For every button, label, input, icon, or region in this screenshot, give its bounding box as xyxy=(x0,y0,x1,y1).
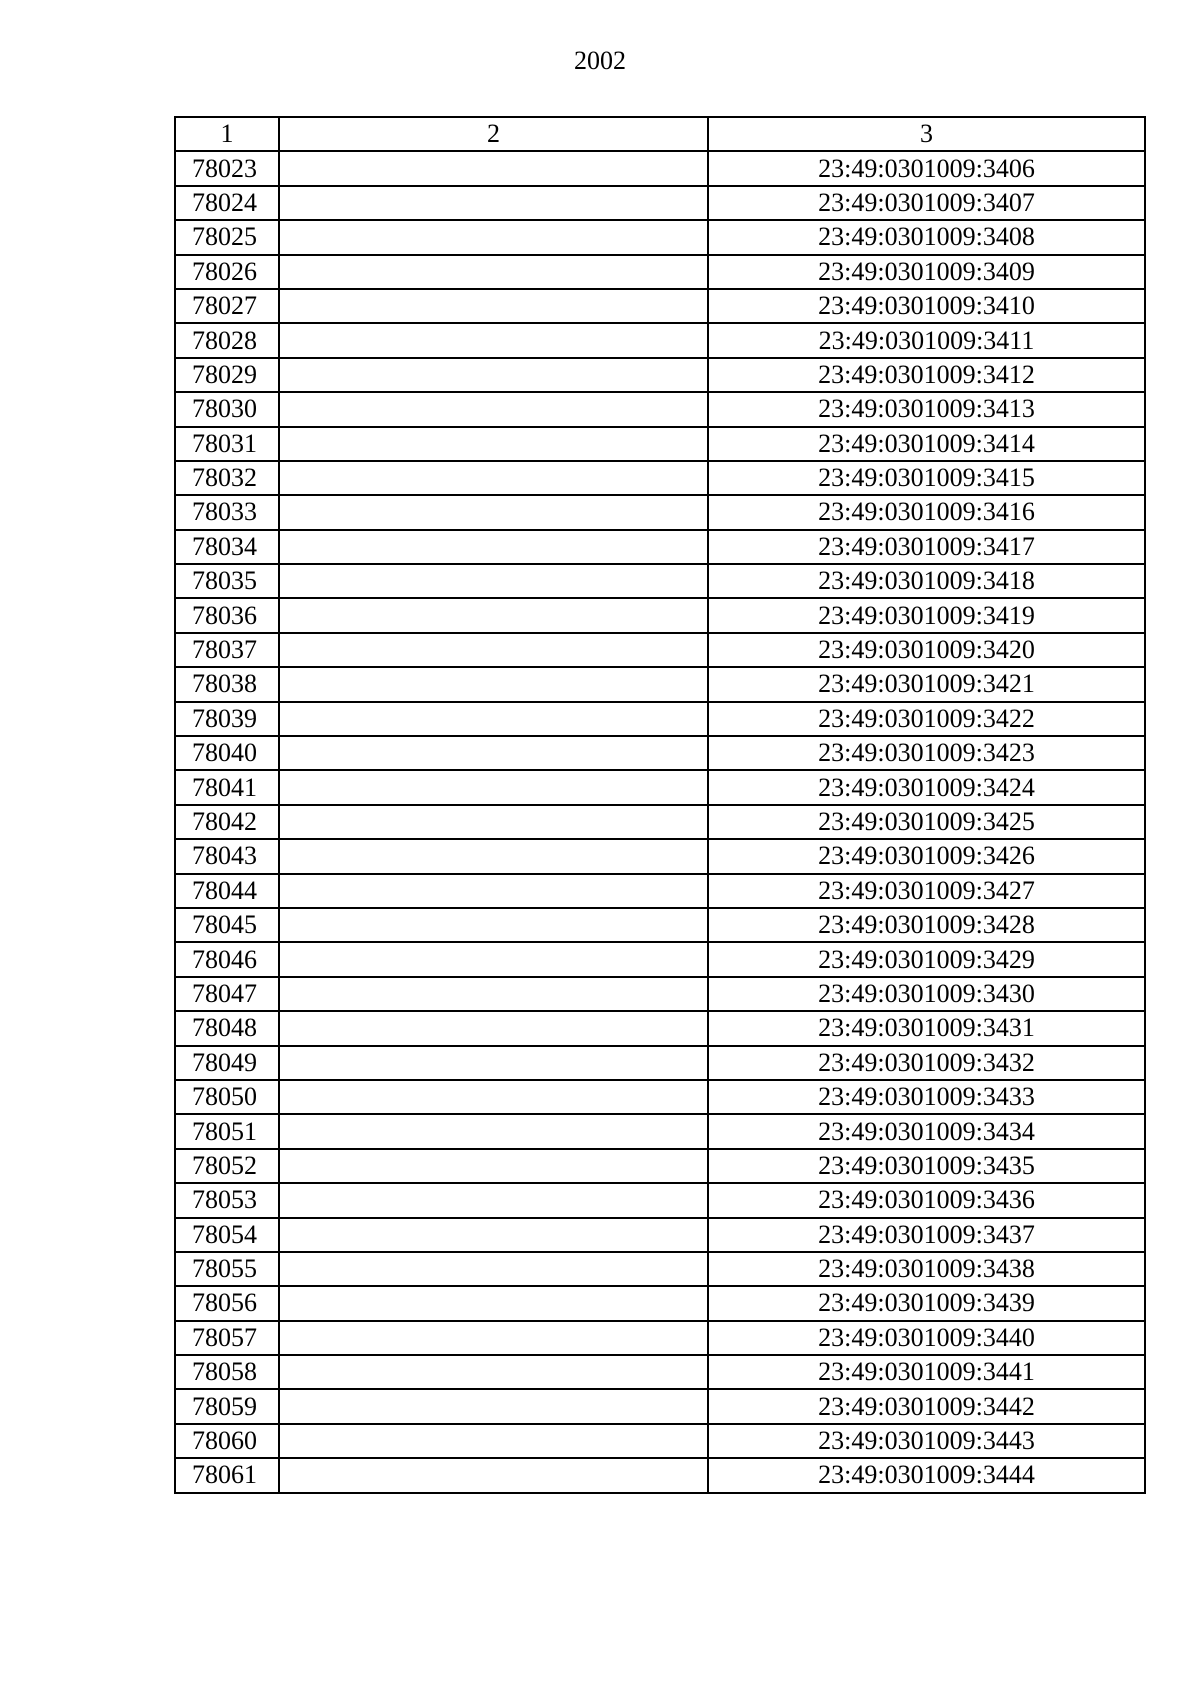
row-number-cell: 78029 xyxy=(175,358,279,392)
table-row xyxy=(175,289,1145,323)
row-number-cell: 78060 xyxy=(175,1424,279,1458)
cadastral-number-cell: 23:49:0301009:3443 xyxy=(708,1424,1145,1458)
row-description-cell xyxy=(279,151,708,185)
table-row xyxy=(175,805,1145,839)
row-description-cell xyxy=(279,702,708,736)
row-description-cell xyxy=(279,1183,708,1217)
row-description-cell xyxy=(279,1424,708,1458)
row-number-cell: 78027 xyxy=(175,289,279,323)
row-number-cell: 78023 xyxy=(175,151,279,185)
column-header-1: 1 xyxy=(175,117,279,151)
row-number-cell: 78039 xyxy=(175,702,279,736)
row-description-cell xyxy=(279,427,708,461)
row-description-cell xyxy=(279,1286,708,1320)
column-header-3: 3 xyxy=(708,117,1145,151)
table-row xyxy=(175,255,1145,289)
column-header-2: 2 xyxy=(279,117,708,151)
row-description-cell xyxy=(279,1458,708,1492)
row-description-cell xyxy=(279,186,708,220)
row-number-cell: 78033 xyxy=(175,495,279,529)
cadastral-number-cell: 23:49:0301009:3419 xyxy=(708,598,1145,632)
table-row xyxy=(175,461,1145,495)
row-description-cell xyxy=(279,1046,708,1080)
row-description-cell xyxy=(279,1149,708,1183)
cadastral-number-cell: 23:49:0301009:3434 xyxy=(708,1114,1145,1148)
row-description-cell xyxy=(279,461,708,495)
row-description-cell xyxy=(279,977,708,1011)
row-number-cell: 78034 xyxy=(175,530,279,564)
table-row xyxy=(175,1424,1145,1458)
row-number-cell: 78040 xyxy=(175,736,279,770)
cadastral-number-cell: 23:49:0301009:3442 xyxy=(708,1389,1145,1423)
table-row xyxy=(175,874,1145,908)
cadastral-number-cell: 23:49:0301009:3431 xyxy=(708,1011,1145,1045)
table-row xyxy=(175,839,1145,873)
table-row xyxy=(175,392,1145,426)
row-description-cell xyxy=(279,908,708,942)
table-row xyxy=(175,323,1145,357)
table-row xyxy=(175,1458,1145,1492)
row-number-cell: 78037 xyxy=(175,633,279,667)
row-number-cell: 78061 xyxy=(175,1458,279,1492)
cadastral-number-cell: 23:49:0301009:3424 xyxy=(708,770,1145,804)
cadastral-number-cell: 23:49:0301009:3413 xyxy=(708,392,1145,426)
cadastral-number-cell: 23:49:0301009:3429 xyxy=(708,942,1145,976)
row-description-cell xyxy=(279,874,708,908)
table-row xyxy=(175,564,1145,598)
row-description-cell xyxy=(279,805,708,839)
row-description-cell xyxy=(279,633,708,667)
cadastral-number-cell: 23:49:0301009:3423 xyxy=(708,736,1145,770)
row-number-cell: 78049 xyxy=(175,1046,279,1080)
table-row xyxy=(175,908,1145,942)
cadastral-number-cell: 23:49:0301009:3417 xyxy=(708,530,1145,564)
row-number-cell: 78026 xyxy=(175,255,279,289)
cadastral-number-cell: 23:49:0301009:3422 xyxy=(708,702,1145,736)
row-number-cell: 78030 xyxy=(175,392,279,426)
table-row xyxy=(175,1183,1145,1217)
table-row xyxy=(175,1355,1145,1389)
cadastral-number-cell: 23:49:0301009:3409 xyxy=(708,255,1145,289)
row-number-cell: 78057 xyxy=(175,1321,279,1355)
row-number-cell: 78024 xyxy=(175,186,279,220)
row-number-cell: 78059 xyxy=(175,1389,279,1423)
table-row xyxy=(175,1252,1145,1286)
cadastral-number-cell: 23:49:0301009:3425 xyxy=(708,805,1145,839)
cadastral-number-cell: 23:49:0301009:3418 xyxy=(708,564,1145,598)
cadastral-number-cell: 23:49:0301009:3440 xyxy=(708,1321,1145,1355)
registry-table-container xyxy=(174,116,1146,1494)
header-row xyxy=(175,117,1145,151)
cadastral-number-cell: 23:49:0301009:3411 xyxy=(708,323,1145,357)
cadastral-number-cell: 23:49:0301009:3438 xyxy=(708,1252,1145,1286)
row-description-cell xyxy=(279,530,708,564)
row-description-cell xyxy=(279,1355,708,1389)
table-row xyxy=(175,1114,1145,1148)
cadastral-number-cell: 23:49:0301009:3420 xyxy=(708,633,1145,667)
table-row xyxy=(175,633,1145,667)
row-number-cell: 78051 xyxy=(175,1114,279,1148)
table-row xyxy=(175,770,1145,804)
row-description-cell xyxy=(279,564,708,598)
row-number-cell: 78045 xyxy=(175,908,279,942)
cadastral-number-cell: 23:49:0301009:3436 xyxy=(708,1183,1145,1217)
row-number-cell: 78038 xyxy=(175,667,279,701)
table-row xyxy=(175,358,1145,392)
cadastral-number-cell: 23:49:0301009:3421 xyxy=(708,667,1145,701)
cadastral-number-cell: 23:49:0301009:3406 xyxy=(708,151,1145,185)
row-number-cell: 78058 xyxy=(175,1355,279,1389)
table-row xyxy=(175,942,1145,976)
row-number-cell: 78043 xyxy=(175,839,279,873)
row-description-cell xyxy=(279,220,708,254)
row-description-cell xyxy=(279,770,708,804)
table-row xyxy=(175,702,1145,736)
row-description-cell xyxy=(279,495,708,529)
row-description-cell xyxy=(279,358,708,392)
row-number-cell: 78048 xyxy=(175,1011,279,1045)
table-row xyxy=(175,1149,1145,1183)
table-row xyxy=(175,1286,1145,1320)
row-description-cell xyxy=(279,736,708,770)
table-row xyxy=(175,736,1145,770)
cadastral-number-cell: 23:49:0301009:3407 xyxy=(708,186,1145,220)
table-body xyxy=(175,151,1145,1492)
table-row xyxy=(175,151,1145,185)
row-description-cell xyxy=(279,1114,708,1148)
row-number-cell: 78056 xyxy=(175,1286,279,1320)
row-number-cell: 78053 xyxy=(175,1183,279,1217)
cadastral-number-cell: 23:49:0301009:3415 xyxy=(708,461,1145,495)
cadastral-number-cell: 23:49:0301009:3410 xyxy=(708,289,1145,323)
row-description-cell xyxy=(279,1218,708,1252)
table-row xyxy=(175,427,1145,461)
row-number-cell: 78031 xyxy=(175,427,279,461)
row-description-cell xyxy=(279,1321,708,1355)
row-number-cell: 78046 xyxy=(175,942,279,976)
table-row xyxy=(175,1011,1145,1045)
row-description-cell xyxy=(279,392,708,426)
cadastral-number-cell: 23:49:0301009:3433 xyxy=(708,1080,1145,1114)
row-number-cell: 78047 xyxy=(175,977,279,1011)
row-description-cell xyxy=(279,1252,708,1286)
table-row xyxy=(175,495,1145,529)
cadastral-number-cell: 23:49:0301009:3444 xyxy=(708,1458,1145,1492)
row-description-cell xyxy=(279,667,708,701)
table-row xyxy=(175,1046,1145,1080)
row-number-cell: 78054 xyxy=(175,1218,279,1252)
cadastral-number-cell: 23:49:0301009:3428 xyxy=(708,908,1145,942)
row-description-cell xyxy=(279,323,708,357)
row-description-cell xyxy=(279,1011,708,1045)
cadastral-number-cell: 23:49:0301009:3416 xyxy=(708,495,1145,529)
row-number-cell: 78025 xyxy=(175,220,279,254)
cadastral-number-cell: 23:49:0301009:3430 xyxy=(708,977,1145,1011)
registry-table xyxy=(174,116,1146,1494)
row-description-cell xyxy=(279,289,708,323)
cadastral-number-cell: 23:49:0301009:3435 xyxy=(708,1149,1145,1183)
table-row xyxy=(175,1218,1145,1252)
cadastral-number-cell: 23:49:0301009:3437 xyxy=(708,1218,1145,1252)
cadastral-number-cell: 23:49:0301009:3414 xyxy=(708,427,1145,461)
row-number-cell: 78041 xyxy=(175,770,279,804)
table-row xyxy=(175,1389,1145,1423)
row-description-cell xyxy=(279,1080,708,1114)
table-row xyxy=(175,598,1145,632)
row-number-cell: 78032 xyxy=(175,461,279,495)
cadastral-number-cell: 23:49:0301009:3426 xyxy=(708,839,1145,873)
table-row xyxy=(175,1080,1145,1114)
table-row xyxy=(175,186,1145,220)
table-row xyxy=(175,667,1145,701)
row-description-cell xyxy=(279,255,708,289)
row-number-cell: 78055 xyxy=(175,1252,279,1286)
table-row xyxy=(175,530,1145,564)
cadastral-number-cell: 23:49:0301009:3408 xyxy=(708,220,1145,254)
row-number-cell: 78052 xyxy=(175,1149,279,1183)
cadastral-number-cell: 23:49:0301009:3412 xyxy=(708,358,1145,392)
cadastral-number-cell: 23:49:0301009:3441 xyxy=(708,1355,1145,1389)
cadastral-number-cell: 23:49:0301009:3439 xyxy=(708,1286,1145,1320)
row-number-cell: 78036 xyxy=(175,598,279,632)
page-number: 2002 xyxy=(574,46,626,75)
row-description-cell xyxy=(279,598,708,632)
row-number-cell: 78050 xyxy=(175,1080,279,1114)
cadastral-number-cell: 23:49:0301009:3432 xyxy=(708,1046,1145,1080)
row-number-cell: 78028 xyxy=(175,323,279,357)
row-description-cell xyxy=(279,942,708,976)
table-row xyxy=(175,1321,1145,1355)
table-row xyxy=(175,977,1145,1011)
row-number-cell: 78035 xyxy=(175,564,279,598)
cadastral-number-cell: 23:49:0301009:3427 xyxy=(708,874,1145,908)
table-header xyxy=(175,117,1145,151)
row-description-cell xyxy=(279,1389,708,1423)
row-description-cell xyxy=(279,839,708,873)
row-number-cell: 78042 xyxy=(175,805,279,839)
table-row xyxy=(175,220,1145,254)
row-number-cell: 78044 xyxy=(175,874,279,908)
